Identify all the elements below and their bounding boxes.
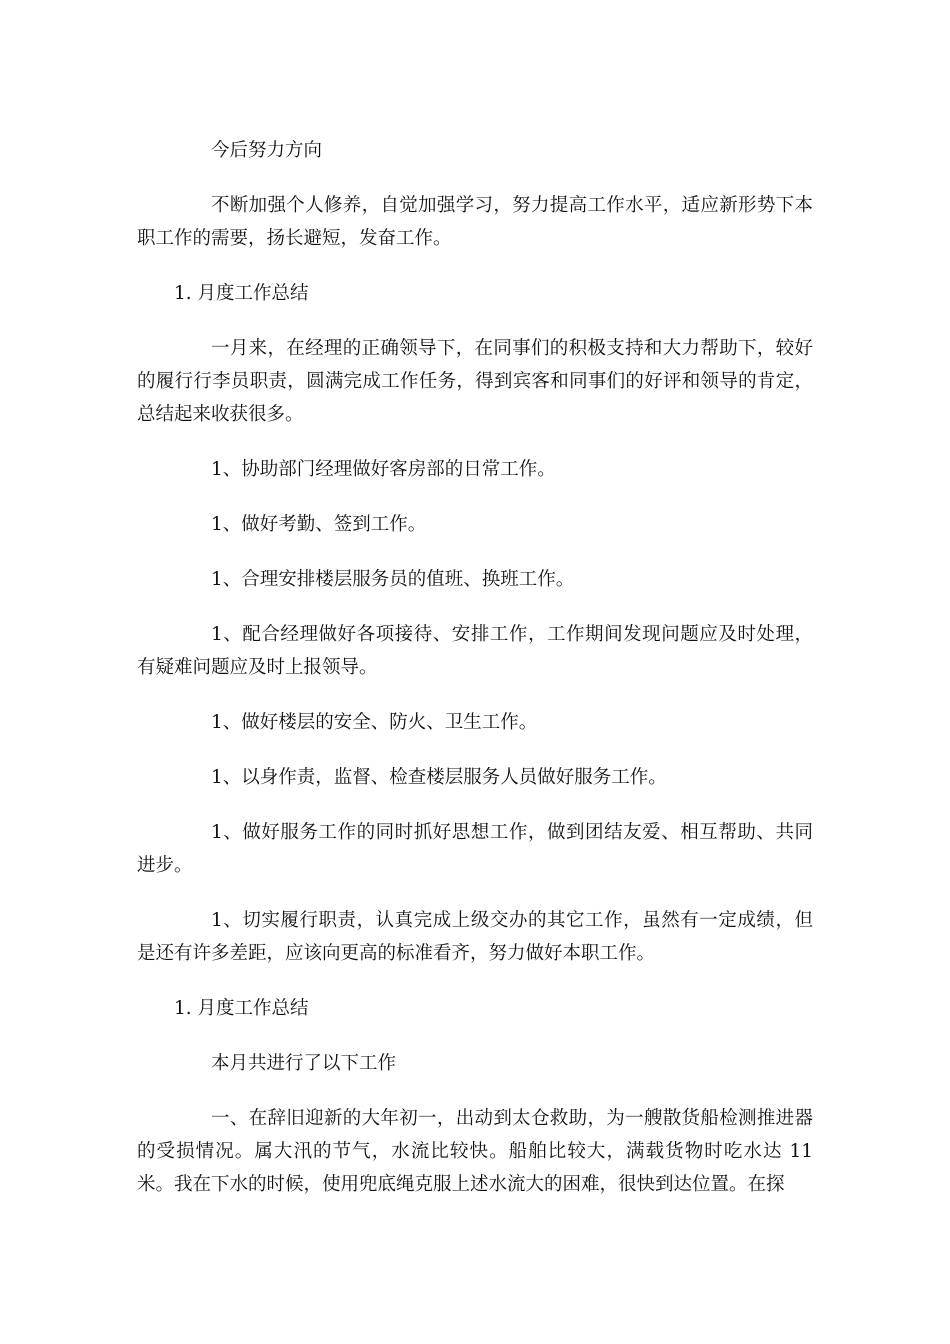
list-item: 1、以身作责，监督、检查楼层服务人员做好服务工作。 [211, 767, 667, 788]
list-item: 1、做好服务工作的同时抓好思想工作，做到团结友爱、相互帮助、共同进步。 [137, 822, 813, 876]
list-item: 1、合理安排楼层服务员的值班、换班工作。 [211, 569, 575, 590]
list-item: 1、协助部门经理做好客房部的日常工作。 [211, 459, 556, 480]
list-item: 1、配合经理做好各项接待、安排工作，工作期间发现问题应及时处理，有疑难问题应及时上报领导。 [137, 624, 813, 678]
section-title-future-direction: 今后努力方向 [211, 140, 323, 161]
list-item: 1、做好考勤、签到工作。 [211, 514, 427, 535]
document-body [137, 134, 813, 1223]
paragraph-rescue-work: 一、在辞旧迎新的大年初一，出动到太仓救助，为一艘散货船检测推进器的受损情况。属大汛的节气，水流比较快。船舶比较大，满载货物时吃水达 11 米。我在下水的时候，使用兜底绳克服上述水流大的困难，很快到达位置。在探 [137, 1108, 813, 1195]
heading-monthly-summary-2: 1. 月度工作总结 [174, 998, 309, 1019]
paragraph-work-intro: 本月共进行了以下工作 [211, 1053, 397, 1074]
paragraph-self-improvement: 不断加强个人修养，自觉加强学习，努力提高工作水平，适应新形势下本职工作的需要，扬长避短，发奋工作。 [137, 195, 813, 249]
paragraph-month-overview: 一月来，在经理的正确领导下，在同事们的积极支持和大力帮助下，较好的履行行李员职责，圆满完成工作任务，得到宾客和同事们的好评和领导的肯定，总结起来收获很多。 [137, 338, 813, 425]
list-item: 1、做好楼层的安全、防火、卫生工作。 [211, 712, 538, 733]
heading-monthly-summary: 1. 月度工作总结 [174, 283, 309, 304]
list-item: 1、切实履行职责，认真完成上级交办的其它工作，虽然有一定成绩，但是还有许多差距，应该向更高的标准看齐，努力做好本职工作。 [137, 910, 813, 964]
